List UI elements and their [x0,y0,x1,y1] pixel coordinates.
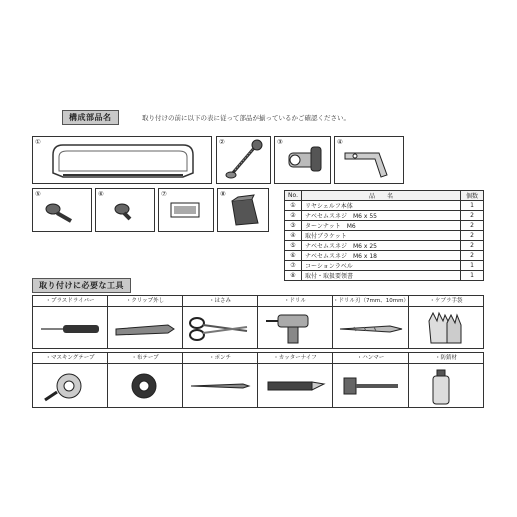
tool-cell [258,296,333,348]
cutter-knife-icon [258,364,332,406]
row-qty: 2 [461,231,484,241]
header-qty: 個数 [461,191,484,201]
row-qty: 1 [461,271,484,281]
tool-cell [333,353,409,407]
table-row [285,251,484,261]
tool-label: ・ハンマー [333,353,408,364]
header-no: No. [285,191,302,201]
row-qty: 2 [461,211,484,221]
masking-tape-icon [33,364,107,406]
tool-label: ・マスキングテープ [33,353,107,364]
tool-cell [108,296,183,348]
row-no: ① [285,201,302,211]
tool-label: ・布テープ [108,353,182,364]
turn-nut-icon [275,137,330,183]
table-header-row [285,191,484,201]
row-qty: 2 [461,251,484,261]
screwdriver-icon [33,307,107,347]
part-box-5 [32,188,92,232]
row-no: ⑦ [285,261,302,271]
tool-label: ・防錆材 [409,353,483,364]
screw-m6x18-icon [96,189,154,231]
row-qty: 1 [461,201,484,211]
part-number: ② [219,138,225,146]
tool-label: ・ケブラ手袋 [409,296,483,307]
tool-label: ・プラスドライバー [33,296,107,307]
row-name: リヤシェルフ本体 [302,201,461,211]
part-number: ③ [277,138,283,146]
bracket-icon [335,137,403,183]
parts-section-title: 構成部品名 [62,110,119,125]
row-no: ③ [285,221,302,231]
tool-cell [183,296,258,348]
table-row [285,261,484,271]
caution-label-icon [159,189,213,231]
parts-table [284,190,484,281]
row-name: 取付・取扱要領書 [302,271,461,281]
tools-row-2 [32,352,484,408]
tool-cell [258,353,333,407]
tool-label: ・クリップ外し [108,296,182,307]
tool-label: ・カッターナイフ [258,353,332,364]
part-box-2 [216,136,271,184]
tool-label: ・ドリル [258,296,332,307]
table-row [285,231,484,241]
parts-table-container [284,190,484,281]
part-number: ① [35,138,41,146]
table-row [285,271,484,281]
part-number: ⑤ [35,190,41,198]
row-no: ④ [285,231,302,241]
part-number: ④ [337,138,343,146]
tool-cell [409,296,483,348]
drill-bit-icon [334,307,408,347]
row-no: ⑧ [285,271,302,281]
part-box-1 [32,136,212,184]
part-number: ⑥ [98,190,104,198]
cloth-tape-icon [108,364,182,406]
rust-preventive-icon [409,364,483,406]
row-qty: 2 [461,221,484,231]
part-number: ⑦ [161,190,167,198]
row-name: ナベセムスネジ M6 x 25 [302,241,461,251]
row-name: 取付ブラケット [302,231,461,241]
hammer-icon [334,364,408,406]
clip-remover-icon [108,307,182,347]
tool-label: ・ドリル刃（7mm、10mm） [333,296,408,307]
screw-m6x25-icon [33,189,91,231]
tool-cell [33,296,108,348]
row-name: ターンナット M6 [302,221,461,231]
row-no: ⑤ [285,241,302,251]
part-number: ⑧ [220,190,226,198]
part-box-7 [158,188,214,232]
header-name: 品 名 [302,191,461,201]
row-no: ② [285,211,302,221]
drill-icon [258,307,332,347]
tools-section-title: 取り付けに必要な工具 [32,278,131,293]
row-name: ナベセムスネジ M6 x 55 [302,211,461,221]
row-name: ナベセムスネジ M6 x 18 [302,251,461,261]
tool-cell [108,353,183,407]
tool-label: ・はさみ [183,296,257,307]
part-box-8 [217,188,269,232]
row-name: コーションラベル [302,261,461,271]
part-box-3 [274,136,331,184]
row-qty: 1 [461,261,484,271]
row-no: ⑥ [285,251,302,261]
tool-cell [409,353,483,407]
part-box-4 [334,136,404,184]
tool-cell [333,296,409,348]
tool-label: ・ポンチ [183,353,257,364]
table-row [285,201,484,211]
table-row [285,221,484,231]
row-qty: 2 [461,241,484,251]
punch-icon [183,364,257,406]
tool-cell [33,353,108,407]
gloves-icon [409,307,483,347]
table-row [285,241,484,251]
tools-row-1 [32,295,484,349]
rear-shelf-icon [33,137,211,183]
part-box-6 [95,188,155,232]
parts-section-note: 取り付けの前に以下の表に従って部品が揃っているかご確認ください。 [142,114,350,122]
scissors-icon [183,307,257,347]
table-row [285,211,484,221]
tool-cell [183,353,258,407]
